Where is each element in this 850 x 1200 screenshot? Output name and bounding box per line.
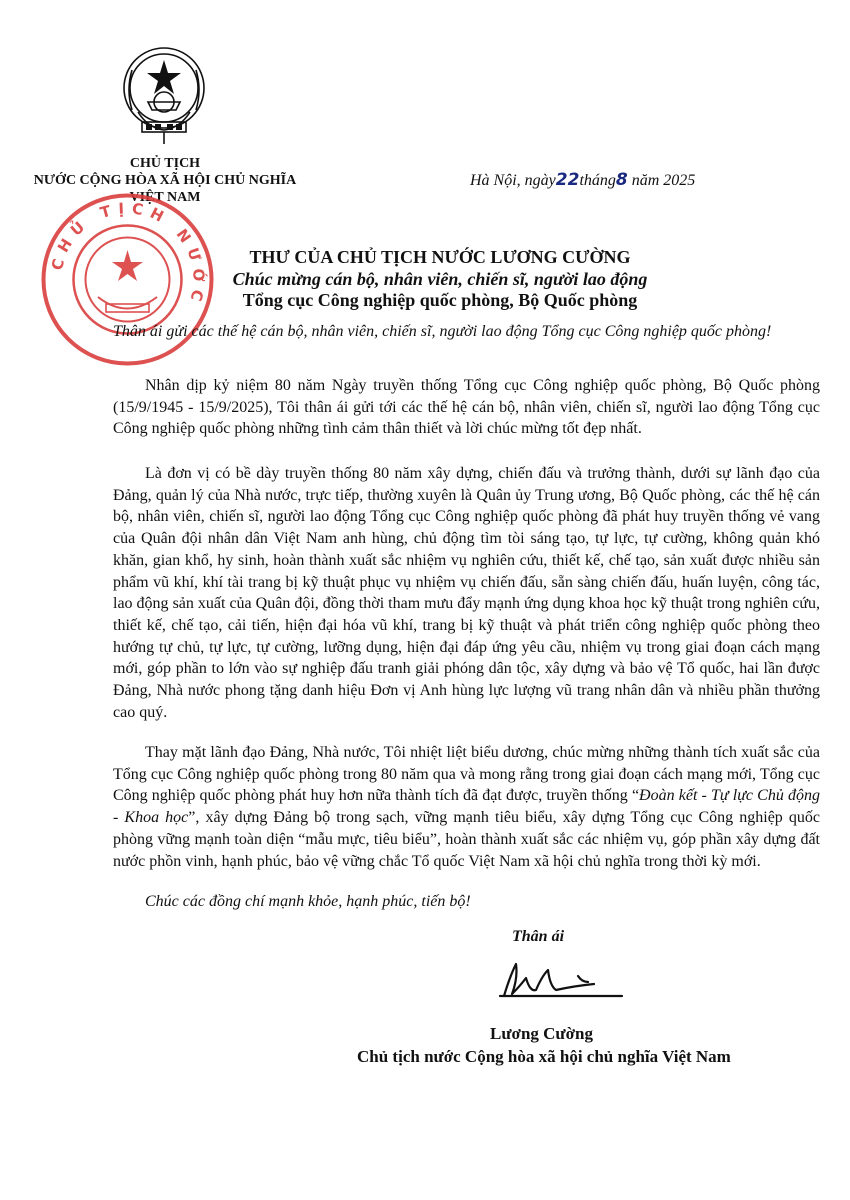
date-line: [470, 170, 695, 190]
letter-title: THƯ CỦA CHỦ TỊCH NƯỚC LƯƠNG CƯỜNG: [249, 247, 631, 267]
date-month-word: tháng: [579, 172, 616, 189]
national-emblem-icon: [118, 40, 210, 148]
issuer-line-1: CHỦ TỊCH: [129, 156, 201, 171]
signer-name: Lương Cường: [490, 1024, 594, 1043]
closing-wish: Chúc các đồng chí mạnh khỏe, hạnh phúc, tiến bộ!: [145, 893, 471, 910]
issuer-line-3: VIỆT NAM: [129, 190, 201, 205]
signature-closing: Thân ái: [512, 928, 565, 945]
paragraph-3: [113, 742, 820, 872]
issuer-line-2: NƯỚC CỘNG HÒA XÃ HỘI CHỦ NGHĨA: [33, 173, 297, 188]
paragraph-2: Là đơn vị có bề dày truyền thống 80 năm xây dựng, chiến đấu và trưởng thành, dưới sự lãnh đạo của Đảng, quản lý của Nhà nước, trực tiếp, thường xuyên là Quân ủy Trung ương, Bộ Quốc phòng, các thế hệ cán bộ, nhân viên, chiến sĩ, người lao động Tổng cục Công nghiệp quốc phòng đã phát huy truyền thống vẻ vang của Quân đội nhân dân Việt Nam anh hùng, chủ động tìm tòi sáng tạo, tự lực, tự cường, không quản khó khăn, gian khổ, hy sinh, hoàn thành xuất sắc nhiệm vụ nghiên cứu, thiết kế, chế tạo, sản xuất được nhiều sản phẩm vũ khí, khí tài trang bị kỹ thuật phục vụ nhiệm vụ chiến đấu, sẵn sàng chiến đấu, huấn luyện, công tác, lao động sản xuất của Quân đội, đồng thời tham mưu đẩy mạnh ứng dụng khoa học kỹ thuật trong nghiên cứu, thiết kế, chế tạo, cải tiến, hiện đại hóa vũ khí, trang bị kỹ thuật và phát triển công nghiệp quốc phòng theo hướng tự chủ, tự lực, tự cường, lưỡng dụng, hiện đại đáp ứng yêu cầu, nhiệm vụ trong giai đoạn cách mạng mới, góp phần to lớn vào sự nghiệp đấu tranh giải phóng dân tộc, xây dựng và bảo vệ Tổ quốc, hai lần được Đảng, Nhà nước phong tặng danh hiệu Đơn vị Anh hùng lực lượng vũ trang nhân dân và nhiều phần thưởng cao quý.: [113, 465, 820, 721]
paragraph-3-part-2: ”, xây dựng Đảng bộ trong sạch, vững mạnh tiêu biểu, xây dựng Tổng cục Công nghiệp quốc phòng vững mạnh toàn diện “mẫu mực, tiêu biểu”, hoàn thành xuất sắc các nhiệm vụ, góp phần xây dựng đất nước phồn vinh, hạnh phúc, bảo vệ vững chắc Tổ quốc Việt Nam xã hội chủ nghĩa trong thời kỳ mới.: [113, 809, 820, 870]
letter-subtitle-1: Chúc mừng cán bộ, nhân viên, chiến sĩ, người lao động: [232, 269, 648, 289]
date-day: 22: [555, 170, 580, 190]
date-month: 8: [615, 170, 628, 190]
salutation: Thân ái gửi các thế hệ cán bộ, nhân viên, chiến sĩ, người lao động Tổng cục Công nghiệp quốc phòng!: [113, 323, 772, 340]
svg-text:CHỦ TỊCH NƯỚC: CHỦ TỊCH NƯỚC: [47, 199, 208, 310]
signer-title: Chủ tịch nước Cộng hòa xã hội chủ nghĩa Việt Nam: [357, 1047, 731, 1066]
date-prefix: Hà Nội, ngày: [470, 172, 556, 189]
letter-subtitle-2: Tổng cục Công nghiệp quốc phòng, Bộ Quốc phòng: [242, 290, 638, 310]
handwritten-signature-icon: [496, 956, 626, 1004]
paragraph-1: Nhân dịp kỷ niệm 80 năm Ngày truyền thống Tổng cục Công nghiệp quốc phòng, Bộ Quốc phòng (15/9/1945 - 15/9/2025), Tôi thân ái gửi tới các thế hệ cán bộ, nhân viên, chiến sĩ, người lao động Tổng cục Công nghiệp quốc phòng những tình cảm thân thiết và lời chúc mừng tốt đẹp nhất.: [113, 377, 820, 438]
paragraph-3-part-1: Thay mặt lãnh đạo Đảng, Nhà nước, Tôi nhiệt liệt biểu dương, chúc mừng những thành tích xuất sắc của Tổng cục Công nghiệp quốc phòng trong 80 năm qua và mong rằng trong giai đoạn cách mạng mới, Tổng cục Công nghiệp quốc phòng phát huy hơn nữa thành tích đã đạt được, truyền thống “: [113, 744, 820, 805]
date-year: năm 2025: [631, 172, 696, 189]
motto: Đoàn kết - Tự lực Chủ động - Khoa học: [113, 787, 820, 827]
